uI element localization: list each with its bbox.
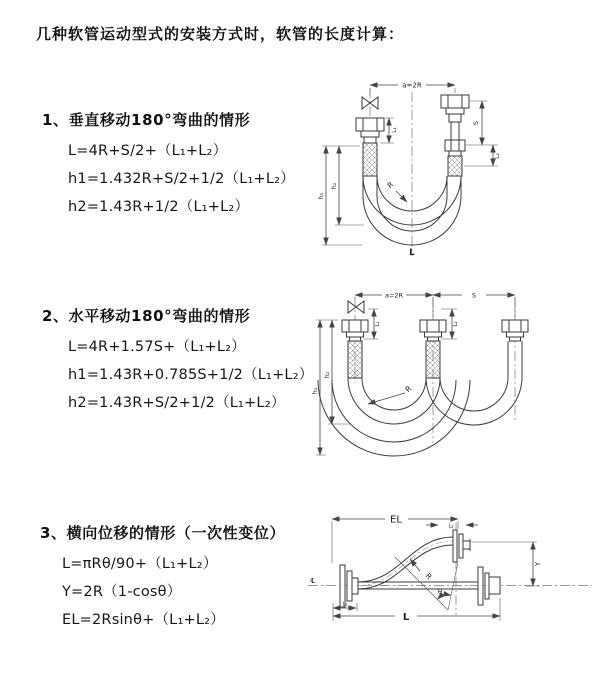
radius-callout	[386, 180, 407, 202]
formula-line: Y=2R（1-cosθ）	[62, 584, 182, 600]
section-3-heading: 3、横向位移的情形（一次性变位）	[40, 524, 286, 542]
dim-label-el: EL	[390, 514, 402, 526]
dim-label-length: L	[409, 248, 415, 258]
formula-line: L=πRθ/90+（L₁+L₂）	[62, 556, 218, 572]
middle-pipe-fitting	[420, 320, 446, 378]
dimension-h1	[311, 320, 338, 455]
section-1-heading: 1、垂直移动180°弯曲的情形	[42, 111, 251, 129]
radius-label: R	[423, 571, 434, 582]
dimension-h2	[330, 146, 364, 225]
dimension-s	[466, 101, 498, 145]
dim-label-l2: L₂	[494, 153, 501, 159]
radius-label: R	[385, 179, 396, 191]
dimension-l2	[426, 524, 478, 530]
right-flange	[478, 567, 500, 605]
dim-label-l2: L₂	[448, 523, 454, 530]
dimension-length	[333, 598, 500, 623]
angle-label: θ	[437, 588, 443, 596]
radius-callout	[368, 384, 413, 404]
formula-line: EL=2Rsinθ+（L₁+L₂）	[62, 612, 225, 628]
dim-label-s: S	[471, 291, 477, 300]
valve-icon	[348, 301, 364, 313]
dim-label-l2: L₂	[453, 321, 459, 327]
section-1-formulas	[42, 137, 295, 221]
page-title: 几种软管运动型式的安装方式时，软管的长度计算：	[36, 25, 405, 43]
section-vertical-movement	[42, 109, 295, 221]
formula-line: h1=1.432R+S/2+1/2（L₁+L₂）	[68, 171, 295, 187]
section-lateral-displacement	[40, 522, 285, 634]
diagram-lateral-displacement	[300, 503, 600, 648]
dimension-h1	[317, 146, 362, 245]
formula-line: L=4R+1.57S+（L₁+L₂）	[68, 339, 246, 355]
dim-label-l1: L₁	[391, 127, 398, 133]
dim-label-l1: L₁	[342, 601, 348, 608]
section-2-heading: 2、水平移动180°弯曲的情形	[42, 307, 251, 325]
diagram-horizontal-180-bend	[310, 283, 590, 473]
dimension-l2	[464, 145, 501, 166]
dimension-span	[370, 82, 455, 96]
dim-label-l1: L₁	[375, 321, 381, 327]
construction-lines	[395, 557, 458, 610]
dimension-h2	[323, 320, 350, 424]
dim-label-h1: h₁	[311, 387, 319, 395]
section-horizontal-movement	[42, 305, 313, 417]
dim-label-h2: h₂	[323, 371, 331, 379]
left-pipe-fitting	[356, 118, 384, 176]
formula-line: h2=1.43R+S/2+1/2（L₁+L₂）	[68, 395, 286, 411]
radius-callout	[410, 559, 434, 581]
centerline-symbol: ℄	[310, 577, 316, 585]
formula-line: h2=1.43R+1/2（L₁+L₂）	[68, 199, 250, 215]
section-2-formulas	[42, 333, 313, 417]
right-pipe-fitting	[441, 95, 469, 176]
dim-label-y: Y	[534, 561, 542, 567]
displaced-hose	[358, 537, 453, 589]
dim-label-span: a=2R	[402, 81, 422, 90]
dim-label-h2: h₂	[330, 182, 338, 190]
formula-line: L=4R+S/2+（L₁+L₂）	[68, 143, 228, 159]
radius-label: R	[403, 383, 414, 395]
section-3-formulas	[40, 550, 285, 634]
dim-label-s: S	[472, 120, 480, 126]
diagram-vertical-180-bend	[312, 70, 592, 260]
dimension-span	[355, 292, 433, 300]
dim-label-h1: h₁	[317, 192, 325, 200]
left-pipe-fitting	[342, 320, 368, 378]
right-pipe-fitting	[502, 320, 528, 377]
dimension-l1	[333, 602, 357, 612]
top-flange	[453, 530, 470, 562]
dim-label-span: a=2R	[384, 291, 404, 300]
formula-line: h1=1.43R+0.785S+1/2（L₁+L₂）	[68, 367, 314, 383]
dim-label-length: L	[402, 612, 410, 623]
hose-u-bends	[318, 377, 522, 456]
